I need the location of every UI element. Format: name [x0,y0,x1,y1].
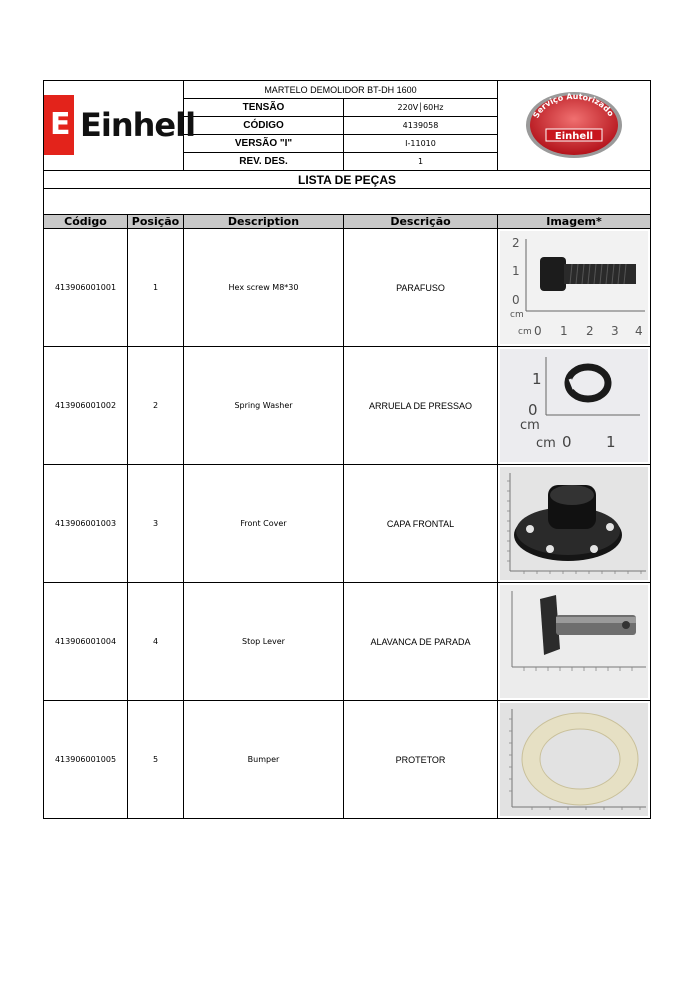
part-image-cell [498,229,651,347]
revision-value: 1 [344,153,498,171]
version-value: I-11010 [344,135,498,153]
svg-text:3: 3 [611,324,619,338]
part-image [500,585,648,698]
part-description-en: Front Cover [184,465,344,583]
version-label: VERSÃO "I" [184,135,344,153]
part-description-en: Stop Lever [184,583,344,701]
part-code: 413906001003 [44,465,128,583]
authorized-service-seal-cell [498,81,651,171]
svg-text:1: 1 [512,264,520,278]
part-code: 413906001004 [44,583,128,701]
part-image [500,231,648,344]
part-image [500,703,648,816]
hex-screw-photo [500,231,648,344]
voltage-label: TENSÃO [184,99,344,117]
part-image [500,467,648,580]
spacer-row [44,189,651,215]
table-row [44,229,651,347]
part-description-pt: PROTETOR [344,701,498,819]
part-position: 1 [128,229,184,347]
parts-sheet [43,80,650,819]
part-image [500,349,648,462]
table-row [44,701,651,819]
authorized-service-seal [524,89,624,159]
voltage-value: 220V│60Hz [344,99,498,117]
product-name: MARTELO DEMOLIDOR BT-DH 1600 [184,81,498,99]
column-header-description-en: Description [184,215,344,229]
part-description-pt: ALAVANCA DE PARADA [344,583,498,701]
svg-text:2: 2 [512,236,520,250]
svg-text:0: 0 [528,401,538,419]
part-code: 413906001001 [44,229,128,347]
svg-text:1: 1 [606,433,616,451]
bumper-photo [500,703,648,816]
revision-label: REV. DES. [184,153,344,171]
table-row [44,465,651,583]
part-description-pt: CAPA FRONTAL [344,465,498,583]
logo-wordmark: Einhell [80,106,196,144]
seal-brand-text: Einhell [554,131,594,142]
part-image-cell [498,701,651,819]
header-table [43,80,651,819]
part-code: 413906001002 [44,347,128,465]
stop-lever-photo [500,585,648,698]
part-position: 3 [128,465,184,583]
part-position: 5 [128,701,184,819]
svg-text:cm: cm [510,310,524,320]
svg-text:1: 1 [532,370,542,388]
seal-arc-text: Serviço Autorizado [531,91,616,120]
column-header-position: Posição [128,215,184,229]
code-value: 4139058 [344,117,498,135]
part-code: 413906001005 [44,701,128,819]
svg-text:2: 2 [586,324,594,338]
svg-text:0: 0 [512,293,520,307]
part-description-en: Bumper [184,701,344,819]
column-header-image: Imagem* [498,215,651,229]
table-row [44,583,651,701]
parts-list-title: LISTA DE PEÇAS [44,171,651,189]
part-description-pt: ARRUELA DE PRESSAO [344,347,498,465]
part-description-en: Spring Washer [184,347,344,465]
einhell-logo [44,95,195,155]
svg-text:cm: cm [536,436,556,451]
logo-e-mark: E [44,95,74,155]
svg-text:cm: cm [518,327,532,337]
part-description-pt: PARAFUSO [344,229,498,347]
column-header-code: Código [44,215,128,229]
code-label: CÓDIGO [184,117,344,135]
part-image-cell [498,465,651,583]
spring-washer-photo [500,349,648,462]
svg-text:0: 0 [562,433,572,451]
part-position: 2 [128,347,184,465]
part-image-cell [498,347,651,465]
part-position: 4 [128,583,184,701]
table-row [44,347,651,465]
svg-text:0: 0 [534,324,542,338]
part-description-en: Hex screw M8*30 [184,229,344,347]
column-header-description-pt: Descrição [344,215,498,229]
svg-text:1: 1 [560,324,568,338]
svg-text:cm: cm [520,418,540,433]
part-image-cell [498,583,651,701]
brand-logo-cell [44,81,196,171]
svg-text:4: 4 [635,324,643,338]
front-cover-photo [500,467,648,580]
